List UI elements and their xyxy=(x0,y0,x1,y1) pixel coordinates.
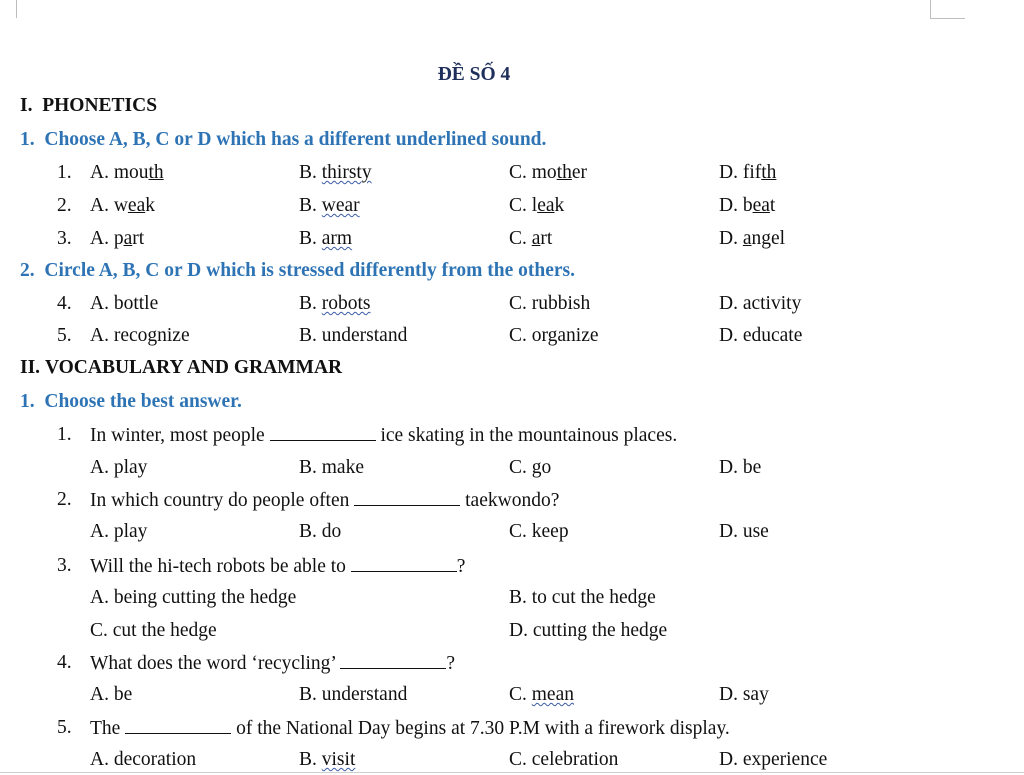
option-a: A. decoration xyxy=(90,749,197,770)
answer-blank xyxy=(351,556,457,572)
page-corner-mark-left xyxy=(0,0,17,18)
answer-blank xyxy=(354,490,460,506)
option-d: D. cutting the hedge xyxy=(509,620,668,641)
question-number: 5. xyxy=(57,717,72,738)
option-b: B. robots xyxy=(299,293,371,314)
answer-blank xyxy=(270,425,376,441)
page-bottom-edge xyxy=(0,772,1024,773)
option-b: B. arm xyxy=(299,228,353,249)
option-a: A. mouth xyxy=(90,162,164,183)
option-c: C. organize xyxy=(509,325,599,346)
option-a: A. being cutting the hedge xyxy=(90,587,297,608)
option-c: C. art xyxy=(509,228,553,249)
option-d: D. angel xyxy=(719,228,786,249)
option-a: A. bottle xyxy=(90,293,159,314)
option-a: A. play xyxy=(90,457,148,478)
option-b: B. wear xyxy=(299,195,360,216)
option-d: D. activity xyxy=(719,293,802,314)
question-stem: Will the hi-tech robots be able to ? xyxy=(90,556,466,577)
option-d: D. fifth xyxy=(719,162,777,183)
option-a: A. weak xyxy=(90,195,155,216)
question-number: 4. xyxy=(57,293,72,314)
section-1-heading: I. PHONETICS xyxy=(20,95,158,116)
task-3-heading: 1. Choose the best answer. xyxy=(20,391,242,412)
option-a: A. be xyxy=(90,684,133,705)
answer-blank xyxy=(340,653,446,669)
option-c: C. celebration xyxy=(509,749,619,770)
option-d: D. beat xyxy=(719,195,776,216)
page-corner-mark-right xyxy=(930,0,965,19)
question-number: 2. xyxy=(57,489,72,510)
option-b: B. to cut the hedge xyxy=(509,587,656,608)
question-stem: What does the word ‘recycling’ ? xyxy=(90,653,455,674)
option-b: B. thirsty xyxy=(299,162,372,183)
question-number: 4. xyxy=(57,652,72,673)
option-b: B. make xyxy=(299,457,364,478)
option-c: C. leak xyxy=(509,195,565,216)
option-a: A. play xyxy=(90,521,148,542)
option-c: C. mother xyxy=(509,162,588,183)
option-b: B. understand xyxy=(299,684,408,705)
option-d: D. experience xyxy=(719,749,828,770)
option-c: C. mean xyxy=(509,684,574,705)
option-d: D. educate xyxy=(719,325,803,346)
page-title: ĐỀ SỐ 4 xyxy=(437,64,511,85)
question-number: 3. xyxy=(57,555,72,576)
task-2-heading: 2. Circle A, B, C or D which is stressed differently from the others. xyxy=(20,260,575,281)
option-b: B. visit xyxy=(299,749,356,770)
question-stem: In winter, most people ice skating in the mountainous places. xyxy=(90,425,678,446)
option-b: B. do xyxy=(299,521,342,542)
question-stem: In which country do people often taekwondo? xyxy=(90,490,560,511)
option-d: D. say xyxy=(719,684,769,705)
option-b: B. understand xyxy=(299,325,408,346)
question-number: 1. xyxy=(57,424,72,445)
task-1-heading: 1. Choose A, B, C or D which has a different underlined sound. xyxy=(20,129,547,150)
option-d: D. use xyxy=(719,521,769,542)
option-c: C. rubbish xyxy=(509,293,591,314)
question-stem: The of the National Day begins at 7.30 P.M with a firework display. xyxy=(90,718,730,739)
option-c: C. cut the hedge xyxy=(90,620,217,641)
option-a: A. part xyxy=(90,228,145,249)
answer-blank xyxy=(125,718,231,734)
question-number: 1. xyxy=(57,162,72,183)
option-d: D. be xyxy=(719,457,762,478)
question-number: 5. xyxy=(57,325,72,346)
question-number: 2. xyxy=(57,195,72,216)
question-number: 3. xyxy=(57,228,72,249)
option-c: C. keep xyxy=(509,521,569,542)
option-c: C. go xyxy=(509,457,552,478)
option-a: A. recognize xyxy=(90,325,190,346)
section-2-heading: II. VOCABULARY AND GRAMMAR xyxy=(20,357,343,378)
